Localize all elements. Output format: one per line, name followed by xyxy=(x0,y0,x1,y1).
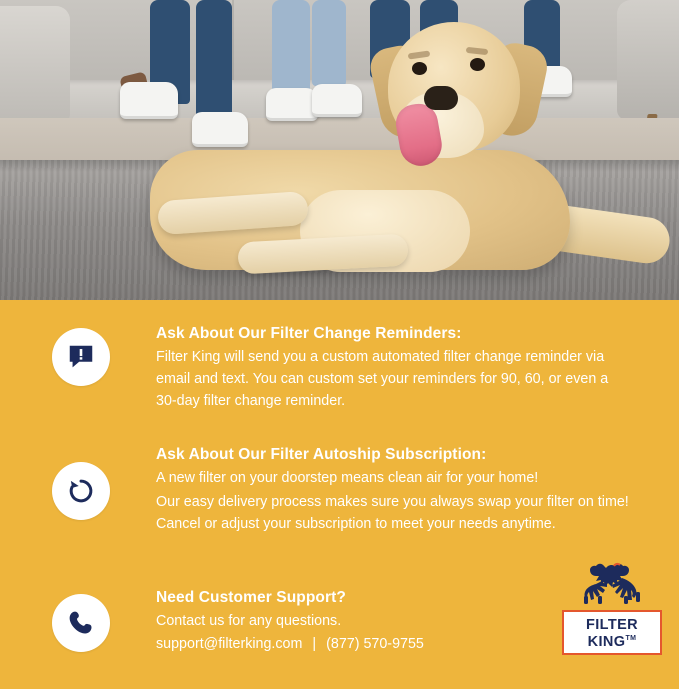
logo-line-2-text: KING xyxy=(587,633,626,650)
sneaker xyxy=(266,88,318,121)
autoship-body-line-2: Our easy delivery process makes sure you always swap your filter on time! Cancel or adjust your subscription to meet your needs anytime. xyxy=(156,494,629,532)
support-heading: Need Customer Support? xyxy=(156,589,346,606)
person-leg xyxy=(196,0,232,122)
person-leg xyxy=(312,0,346,86)
sofa-cushion-seam xyxy=(232,0,234,88)
chat-bubble-exclamation-icon-badge xyxy=(52,328,110,386)
support-contact-line xyxy=(156,634,546,655)
autoship-block xyxy=(156,445,636,536)
logo-line-1: FILTER xyxy=(585,617,639,633)
sofa-arm-right xyxy=(617,0,679,120)
lion-logo-icon xyxy=(562,562,662,608)
logo-trademark: TM xyxy=(625,634,637,642)
hero-photo xyxy=(0,0,679,300)
autoship-body-line-1: A new filter on your doorstep means clean air for your home! xyxy=(156,470,539,487)
dog-eye-right xyxy=(470,58,485,71)
reminders-body: Filter King will send you a custom automated filter change reminder via email and text. You can custom set your reminders for 90, 60, or even a 30-day filter change reminder. xyxy=(156,349,609,409)
sneaker xyxy=(312,84,362,117)
chat-bubble-exclamation-icon xyxy=(66,342,96,372)
person-leg xyxy=(272,0,310,92)
autoship-heading: Ask About Our Filter Autoship Subscription: xyxy=(156,446,487,463)
dog-nose xyxy=(424,86,458,110)
sneaker xyxy=(120,82,178,119)
phone-handset-icon-badge xyxy=(52,594,110,652)
reminders-block xyxy=(156,324,626,413)
filter-king-logo xyxy=(562,562,662,655)
sofa-arm-left xyxy=(0,6,70,124)
refresh-cycle-icon-badge xyxy=(52,462,110,520)
contact-separator: | xyxy=(312,636,317,653)
support-body: Contact us for any questions. xyxy=(156,613,342,630)
support-email[interactable]: support@filterking.com xyxy=(156,636,303,653)
info-panel xyxy=(0,300,679,689)
logo-line-2 xyxy=(568,635,656,650)
sneaker xyxy=(192,112,248,147)
logo-text-box xyxy=(562,610,662,655)
support-block xyxy=(156,588,546,656)
reminders-heading: Ask About Our Filter Change Reminders: xyxy=(156,325,462,342)
dog-eye-left xyxy=(412,62,427,75)
support-phone[interactable]: (877) 570-9755 xyxy=(326,636,424,653)
phone-handset-icon xyxy=(67,609,95,637)
refresh-cycle-icon xyxy=(66,476,96,506)
